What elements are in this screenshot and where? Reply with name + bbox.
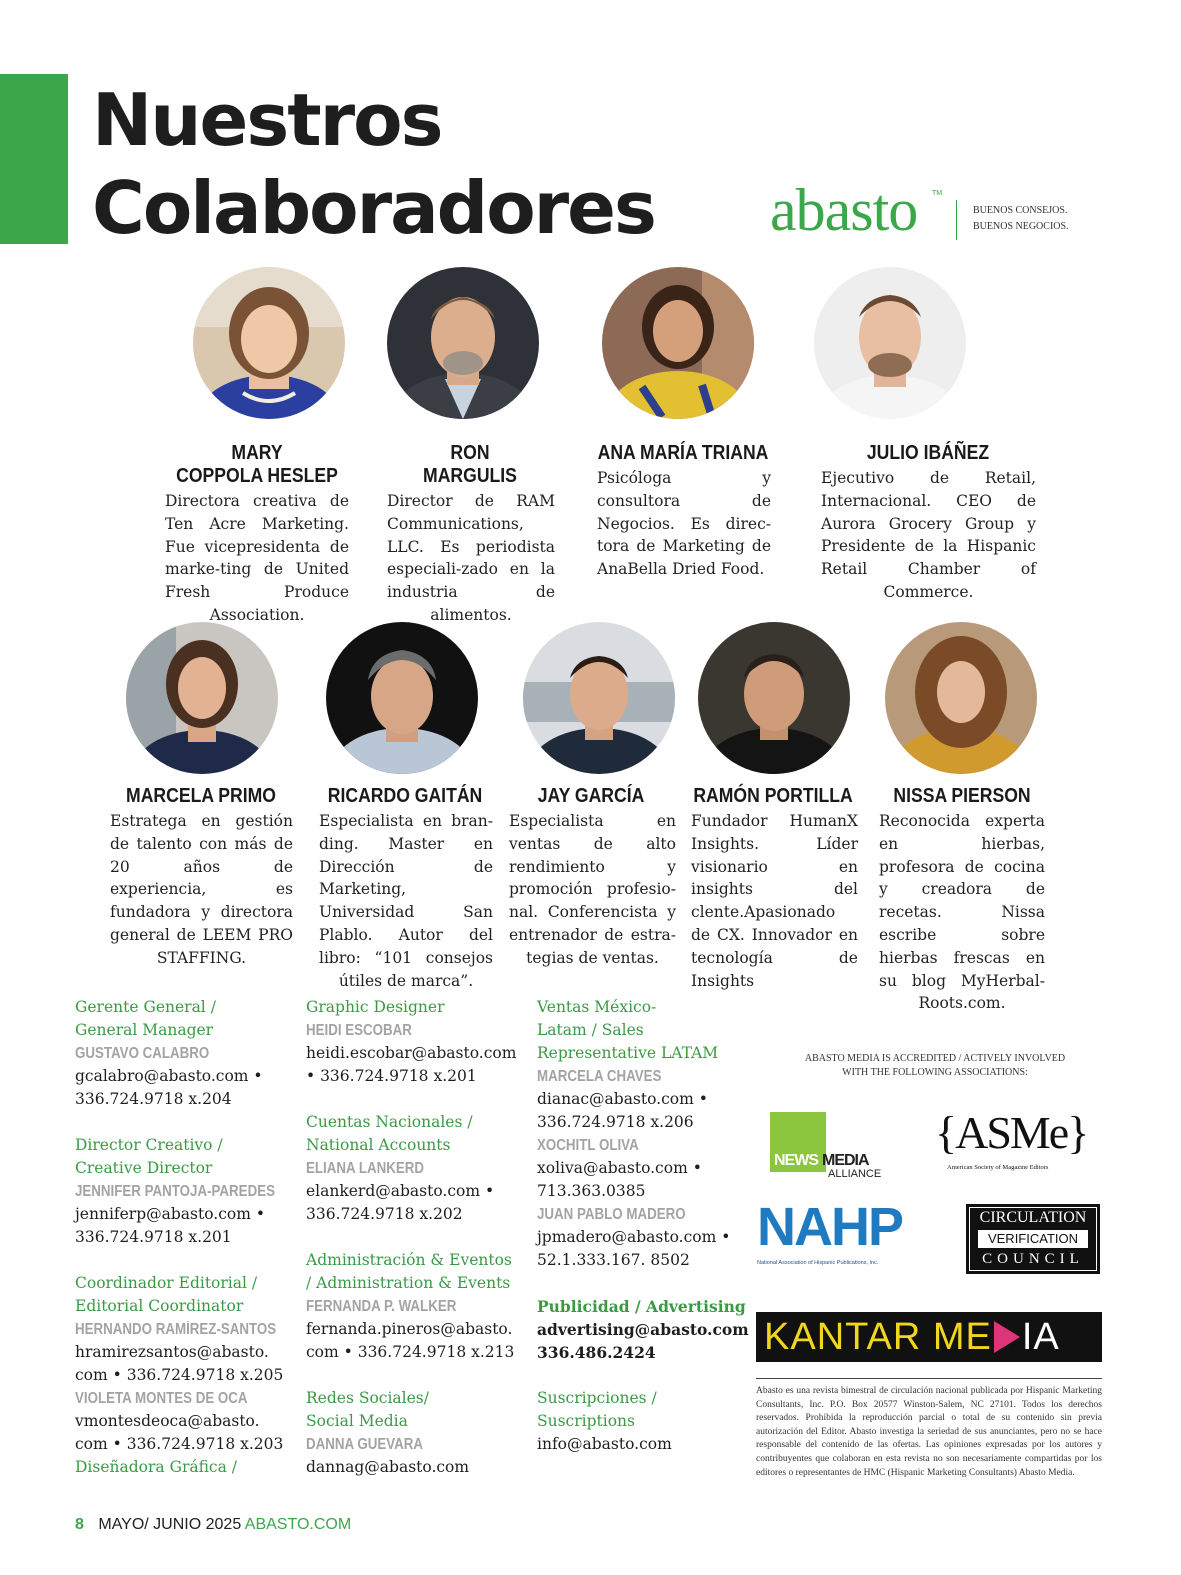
- accreditation-line-2: WITH THE FOLLOWING ASSOCIATIONS:: [842, 1067, 1028, 1078]
- portrait-nissa-pierson: [885, 622, 1037, 774]
- contributor-bio: Reconocida experta en hierbas, profesora de cocina y creadora de recetas. Nissa escribe sobre hierbas frescas en su blog MyHerbal-Roots.com.: [879, 812, 1045, 1013]
- contributor-name: RICARDO GAITÁN: [327, 785, 483, 807]
- staff-contact: 336.486.2424: [537, 1343, 656, 1362]
- staff-name: GUSTAVO CALABRO: [75, 1045, 210, 1062]
- contributor-bio: Director de RAM Communications, LLC. Es periodista especiali-zado en la industria de alimentos.: [387, 492, 555, 624]
- staff-role: Ventas México-: [537, 998, 657, 1016]
- contributor-bio: Fundador HumanX Insights. Líder visionario en insights del clente.Apasionado de CX. Innovador en tecnología de Insights: [691, 812, 858, 990]
- staff-role: Redes Sociales/: [306, 1389, 429, 1407]
- brand-tagline: [973, 203, 1069, 235]
- staff-contact: dannag@abasto.com: [306, 1458, 470, 1476]
- publication-disclaimer: Abasto es una revista bimestral de circulación nacional publicada por Hispanic Marketing Consultants, Inc. P.O. Box 20577 Winston-Salem, NC 27101. Todos los derechos reservados. Prohibida la reproducción parcial o total de su contenido sin previa autorización del Editor. Abasto investiga la seriedad de sus anunciantes, pero no se hace responsable del contenido de las ofertas. Las opiniones expresadas por los autores y contribuyentes que colaboran en esta revista no son necesariamente compartidas por los editores o representantes de HMC (Hispanic Marketing Consultants) Abasto Media.: [756, 1378, 1102, 1480]
- brand-separator: [956, 200, 957, 240]
- staff-name: JENNIFER PANTOJA-PAREDES: [75, 1183, 275, 1200]
- staff-contact: 336.724.9718 x.202: [306, 1205, 463, 1223]
- staff-contact: vmontesdeoca@abasto.: [75, 1412, 260, 1430]
- spacer: [306, 1364, 521, 1387]
- circulation-verification-council-logo: CIRCULATION VERIFICATION COUNCIL: [966, 1204, 1100, 1274]
- staff-name: VIOLETA MONTES DE OCA: [75, 1390, 248, 1407]
- title-line-1: Nuestros: [92, 78, 442, 162]
- staff-role: Publicidad / Advertising: [537, 1297, 746, 1316]
- portrait-ron-margulis: [387, 267, 539, 419]
- staff-contact: gcalabro@abasto.com •: [75, 1067, 263, 1085]
- staff-contact: com • 336.724.9718 x.203: [75, 1435, 284, 1453]
- staff-role: Representative LATAM: [537, 1044, 719, 1062]
- spacer: [537, 1364, 752, 1387]
- contributor-bio: Especialista en ventas de alto rendimiento y promoción profesio-nal. Conferencista y entrenador de estra-tegias de ventas.: [509, 812, 676, 967]
- contributor-name: RAMÓN PORTILLA: [693, 785, 853, 807]
- contributor-bio: Directora creativa de Ten Acre Marketing. Fue vicepresidenta de marke-ting de United Fresh Produce Association.: [165, 492, 349, 624]
- staff-contact: 336.724.9718 x.206: [537, 1113, 694, 1131]
- staff-contact: dianac@abasto.com •: [537, 1090, 708, 1108]
- portrait-julio-ibanez: [814, 267, 966, 419]
- trademark-mark: TM: [932, 190, 943, 197]
- portrait-mary-coppola-heslep: [193, 267, 345, 419]
- staff-role: Cuentas Nacionales /: [306, 1113, 473, 1131]
- staff-name: ELIANA LANKERD: [306, 1160, 424, 1177]
- contributor-name: NISSA PIERSON: [893, 785, 1031, 807]
- staff-role: Suscripciones /: [537, 1389, 657, 1407]
- accreditation-note: [760, 1052, 1110, 1080]
- staff-name: JUAN PABLO MADERO: [537, 1206, 686, 1223]
- staff-contact: jpmadero@abasto.com •: [537, 1228, 731, 1246]
- portrait-ramon-portilla: [698, 622, 850, 774]
- spacer: [75, 1111, 290, 1134]
- kantar-media-logo: KANTAR ME IA: [756, 1312, 1102, 1362]
- staff-role: Social Media: [306, 1412, 408, 1430]
- tagline-line-1: BUENOS CONSEJOS.: [973, 205, 1068, 216]
- staff-name: DANNA GUEVARA: [306, 1436, 424, 1453]
- contributor-name: [382, 442, 558, 488]
- staff-role: Creative Director: [75, 1159, 213, 1177]
- page-title: [92, 76, 655, 252]
- spacer: [537, 1272, 752, 1295]
- contributor-name: ANA MARÍA TRIANA: [597, 442, 769, 464]
- staff-name: FERNANDA P. WALKER: [306, 1298, 457, 1315]
- staff-contact: • 336.724.9718 x.201: [306, 1067, 477, 1085]
- staff-role: Latam / Sales: [537, 1021, 644, 1039]
- green-accent-bar: [0, 74, 68, 244]
- staff-role: Suscriptions: [537, 1412, 635, 1430]
- portrait-ana-maria-triana: [602, 267, 754, 419]
- staff-role: Director Creativo /: [75, 1136, 223, 1154]
- news-media-alliance-logo: NEWS MEDIA ALLIANCE: [770, 1112, 890, 1182]
- staff-column-1: [75, 996, 290, 1479]
- staff-role: Editorial Coordinator: [75, 1297, 244, 1315]
- name-line-1: MARY: [231, 442, 283, 464]
- staff-column-2: [306, 996, 521, 1479]
- staff-column-3: [537, 996, 752, 1456]
- contributor-name: [169, 442, 345, 488]
- play-triangle-icon: [994, 1321, 1020, 1353]
- staff-role: Graphic Designer: [306, 998, 445, 1016]
- spacer: [306, 1226, 521, 1249]
- portrait-ricardo-gaitan: [326, 622, 478, 774]
- staff-contact: com • 336.724.9718 x.205: [75, 1366, 284, 1384]
- page-number: 8: [75, 1516, 84, 1533]
- name-line-2: MARGULIS: [423, 465, 517, 487]
- issue-date: MAYO/ JUNIO 2025: [98, 1516, 242, 1533]
- staff-role: National Accounts: [306, 1136, 451, 1154]
- staff-contact: xoliva@abasto.com •: [537, 1159, 702, 1177]
- website-link[interactable]: ABASTO.COM: [244, 1516, 352, 1533]
- staff-contact: heidi.escobar@abasto.com: [306, 1044, 517, 1062]
- contributor-bio: Psicóloga y consultora de Negocios. Es direc-tora de Marketing de AnaBella Dried Food.: [597, 469, 771, 579]
- staff-name: HERNANDO RAMÍREZ-SANTOS: [75, 1321, 277, 1338]
- staff-contact: info@abasto.com: [537, 1435, 672, 1453]
- staff-name: HEIDI ESCOBAR: [306, 1022, 412, 1039]
- title-line-2: Colaboradores: [92, 166, 655, 250]
- portrait-marcela-primo: [126, 622, 278, 774]
- staff-contact: 336.724.9718 x.204: [75, 1090, 232, 1108]
- contributor-bio: Ejecutivo de Retail, Internacional. CEO de Aurora Grocery Group y Presidente de la Hispanic Retail Chamber of Commerce.: [821, 469, 1036, 601]
- abasto-logo: abasto: [770, 177, 918, 243]
- staff-contact: 713.363.0385: [537, 1182, 646, 1200]
- staff-role: Administración & Eventos: [306, 1251, 512, 1269]
- portrait-jay-garcia: [523, 622, 675, 774]
- spacer: [306, 1088, 521, 1111]
- page-footer: [75, 1516, 351, 1534]
- staff-contact: advertising@abasto.com: [537, 1320, 749, 1339]
- staff-contact: 52.1.333.167. 8502: [537, 1251, 690, 1269]
- contributor-name: MARCELA PRIMO: [126, 785, 276, 807]
- contributor-name: JAY GARCÍA: [537, 785, 645, 807]
- staff-name: MARCELA CHAVES: [537, 1068, 662, 1085]
- nahp-logo: NAHP National Association of Hispanic Publications, Inc.: [757, 1197, 903, 1266]
- tagline-line-2: BUENOS NEGOCIOS.: [973, 221, 1069, 232]
- contributor-bio: Especialista en bran-ding. Master en Dirección de Marketing, Universidad San Plablo. Autor del libro: “101 consejos útiles de marca”.: [319, 812, 493, 990]
- staff-contact: fernanda.pineros@abasto.: [306, 1320, 513, 1338]
- staff-role: Gerente General /: [75, 998, 216, 1016]
- staff-contact: 336.724.9718 x.201: [75, 1228, 232, 1246]
- staff-contact: hramirezsantos@abasto.: [75, 1343, 269, 1361]
- staff-role: Diseñadora Gráfica /: [75, 1458, 238, 1476]
- staff-contact: elankerd@abasto.com •: [306, 1182, 495, 1200]
- staff-contact: jenniferp@abasto.com •: [75, 1205, 265, 1223]
- staff-name: XOCHITL OLIVA: [537, 1137, 639, 1154]
- staff-contact: com • 336.724.9718 x.213: [306, 1343, 515, 1361]
- accreditation-line-1: ABASTO MEDIA IS ACCREDITED / ACTIVELY INVOLVED: [804, 1053, 1066, 1064]
- spacer: [75, 1249, 290, 1272]
- name-line-2: COPPOLA HESLEP: [176, 465, 338, 487]
- contributor-name: JULIO IBÁÑEZ: [866, 442, 990, 464]
- staff-role: General Manager: [75, 1021, 214, 1039]
- staff-role: / Administration & Events: [306, 1274, 511, 1292]
- asme-logo: {ASMe} American Society of Magazine Editors: [935, 1107, 1088, 1171]
- contributor-bio: Estratega en gestión de talento con más de 20 años de experiencia, es fundadora y directora general de LEEM PRO STAFFING.: [110, 812, 293, 967]
- staff-role: Coordinador Editorial /: [75, 1274, 258, 1292]
- name-line-1: RON: [450, 442, 490, 464]
